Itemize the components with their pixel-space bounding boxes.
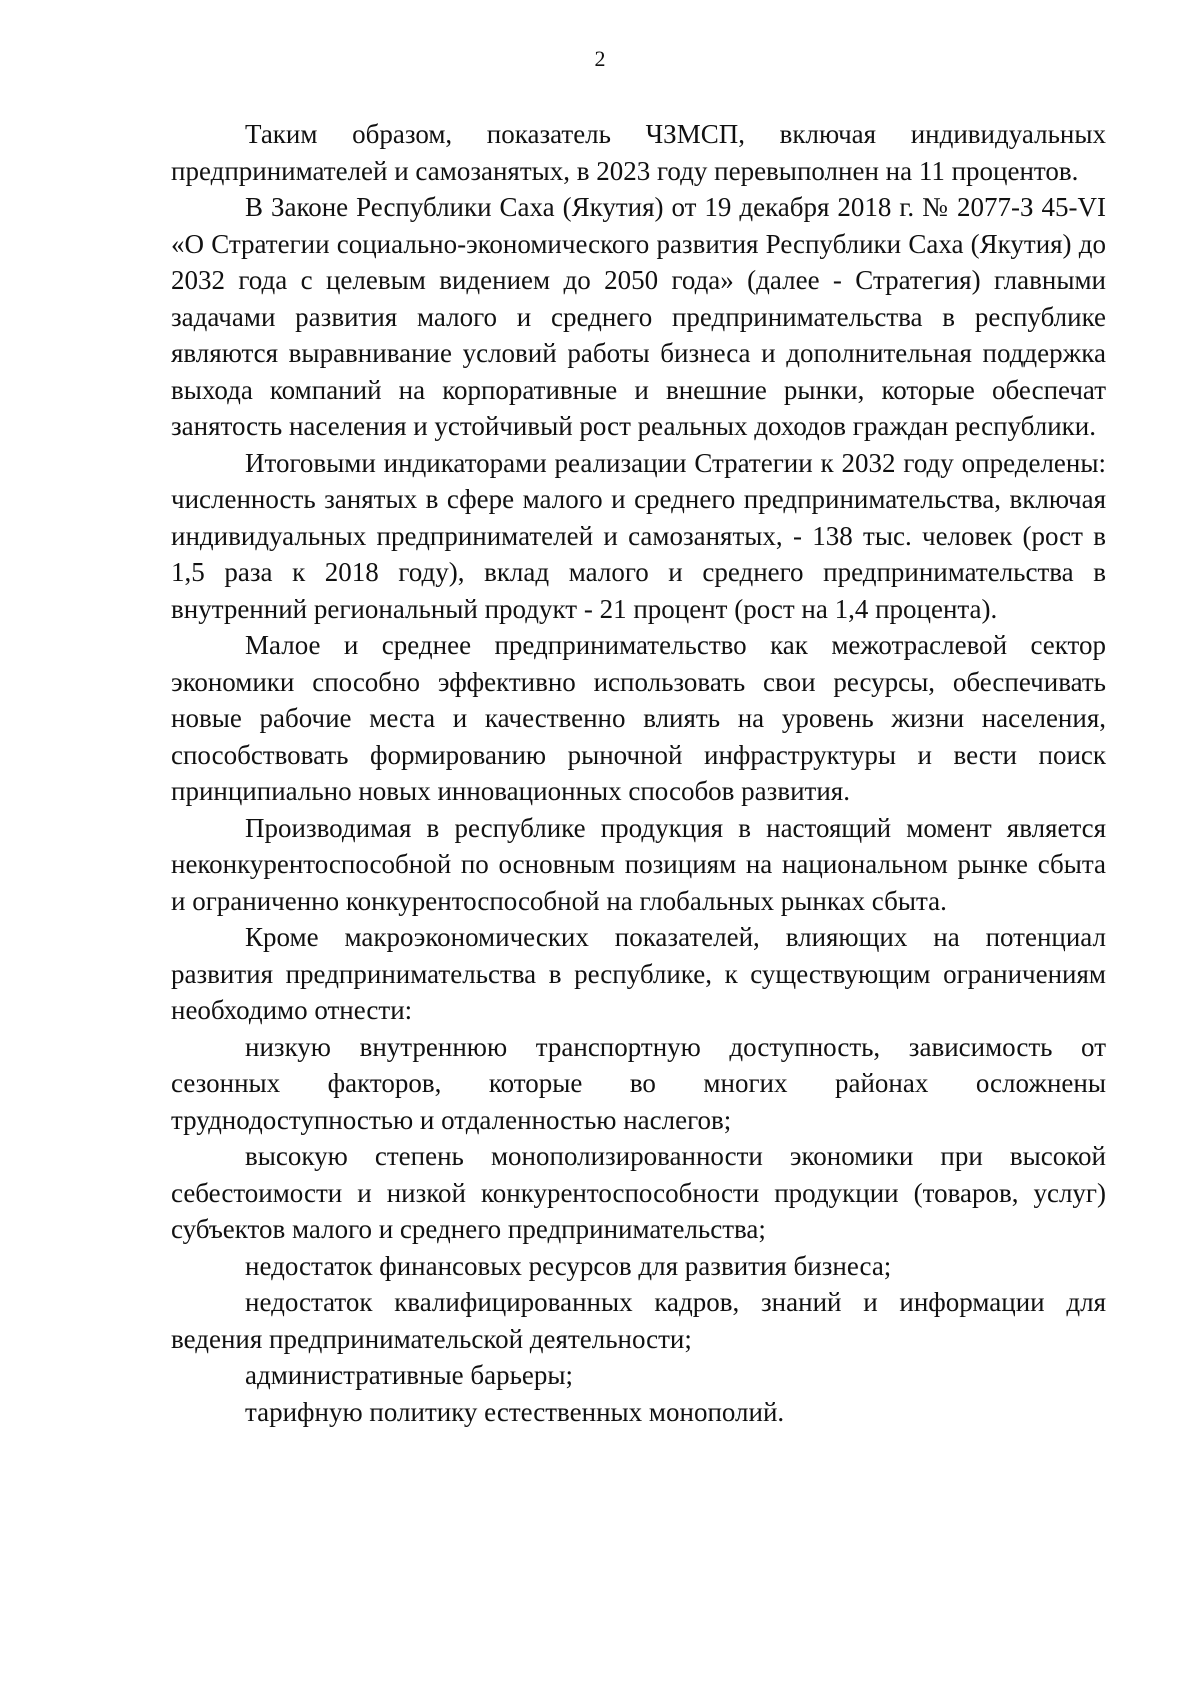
paragraph-sme-sector: Малое и среднее предпринимательство как межотраслевой сектор экономики способно эффективно использовать свои ресурсы, обеспечивать новые рабочие места и качественно влиять на уровень жизни населения, способствовать формированию рыночной инфраструктуры и вести поиск принципиально новых инновационных способов развития. xyxy=(171,630,1106,806)
paragraph-strategy-law: В Законе Республики Саха (Якутия) от 19 декабря 2018 г. № 2077-З 45-VI «О Стратегии социально-экономического развития Республики Саха (Якутия) до 2032 года с целевым видением до 2050 года» (далее - Стратегия) главными задачами развития малого и среднего предпринимательства в республике являются выравнивание условий работы бизнеса и дополнительная поддержка выхода компаний на корпоративные и внешние рынки, которые обеспечат занятость населения и устойчивый рост реальных доходов граждан республики. xyxy=(171,192,1106,441)
paragraph-final-indicators: Итоговыми индикаторами реализации Стратегии к 2032 году определены: численность занятых в сфере малого и среднего предпринимательства, включая индивидуальных предпринимателей и самозанятых, - 138 тыс. человек (рост в 1,5 раза к 2018 году), вклад малого и среднего предпринимательства в внутренний региональный продукт - 21 процент (рост на 1,4 процента). xyxy=(171,447,1106,624)
list-item-transport: низкую внутреннюю транспортную доступность, зависимость от сезонных факторов, которые во многих районах осложнены труднодоступностью и отдаленностью наслегов; xyxy=(171,1031,1106,1135)
list-item-tariff-policy: тарифную политику естественных монополий. xyxy=(245,1396,785,1427)
list-item-financial-resources: недостаток финансовых ресурсов для развития бизнеса; xyxy=(245,1250,892,1281)
list-item-admin-barriers: административные барьеры; xyxy=(245,1360,574,1390)
paragraph-limitations-intro: Кроме макроэкономических показателей, влияющих на потенциал развития предпринимательства в республике, к существующим ограничениям необходимо отнести: xyxy=(171,922,1106,1025)
paragraph-summary-indicator: Таким образом, показатель ЧЗМСП, включая индивидуальных предпринимателей и самозанятых, в 2023 году перевыполнен на 11 процентов. xyxy=(171,119,1106,186)
page-number: 2 xyxy=(594,46,606,71)
list-item-monopolization: высокую степень монополизированности экономики при высокой себестоимости и низкой конкурентоспособности продукции (товаров, услуг) субъектов малого и среднего предпринимательства; xyxy=(171,1141,1106,1244)
paragraph-products: Производимая в республике продукция в настоящий момент является неконкурентоспособной по основным позициям на национальном рынке сбыта и ограниченно конкурентоспособной на глобальных рынках сбыта. xyxy=(171,812,1106,916)
document-body xyxy=(171,116,1106,1430)
list-item-qualified-staff: недостаток квалифицированных кадров, знаний и информации для ведения предпринимательской деятельности; xyxy=(171,1287,1106,1354)
